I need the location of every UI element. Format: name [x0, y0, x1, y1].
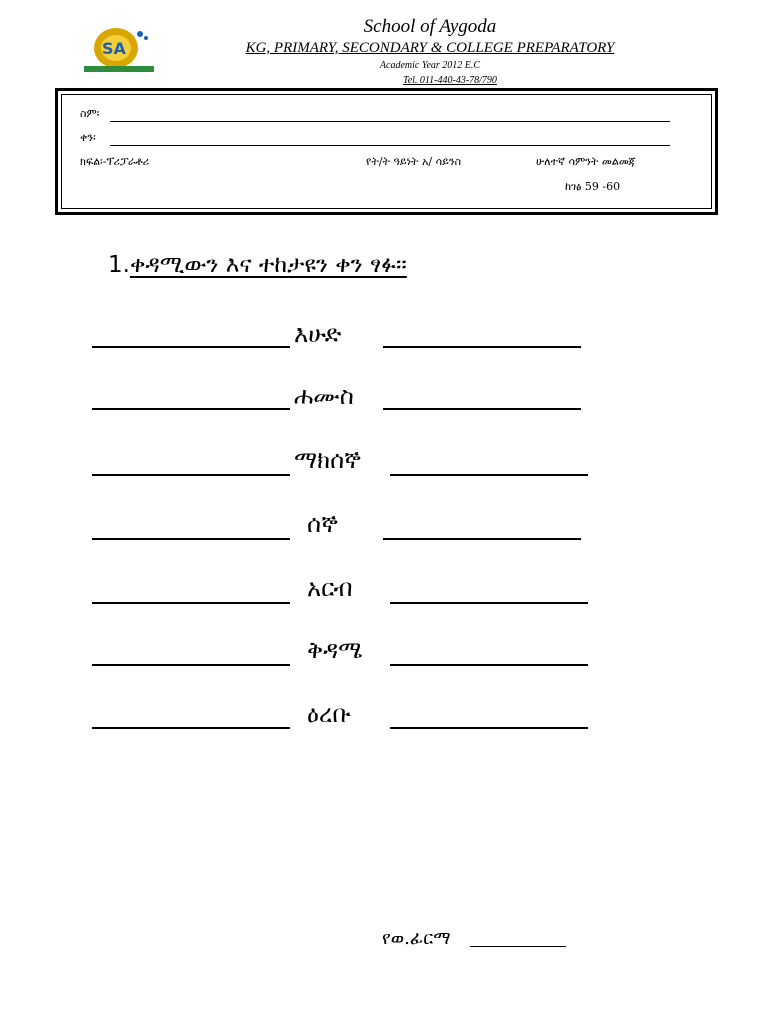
previous-day-blank[interactable] [92, 602, 290, 604]
day-row [0, 510, 768, 550]
previous-day-blank[interactable] [92, 664, 290, 666]
school-levels: KG, PRIMARY, SECONDARY & COLLEGE PREPARATORY [245, 40, 615, 56]
previous-day-blank[interactable] [92, 346, 290, 348]
next-day-blank[interactable] [390, 474, 588, 476]
previous-day-blank[interactable] [92, 474, 290, 476]
day-row [0, 636, 768, 676]
student-info-box [55, 88, 718, 215]
school-name: School of Aygoda [363, 16, 497, 37]
page-reference: ከገፅ 59 -60 [565, 180, 621, 193]
previous-day-blank[interactable] [92, 408, 290, 410]
school-logo [80, 24, 160, 80]
week-exercise-label: ሁለተኛ ሳምንት መልመጃ [536, 155, 636, 168]
next-day-blank[interactable] [390, 664, 588, 666]
svg-text:SA: SA [102, 39, 126, 58]
day-label: ሰኞ [307, 510, 338, 538]
name-field[interactable] [110, 121, 670, 122]
day-label: ሐሙስ [294, 382, 354, 410]
previous-day-blank[interactable] [92, 727, 290, 729]
day-label: አርብ [307, 574, 353, 602]
next-day-blank[interactable] [383, 408, 581, 410]
day-row [0, 320, 768, 360]
grade-label: ክፍል፡-ፕሪፓራቶሪ [80, 155, 150, 168]
next-day-blank[interactable] [383, 346, 581, 348]
day-row [0, 446, 768, 486]
academic-year: Academic Year 2012 E.C [379, 60, 481, 71]
date-field[interactable] [110, 145, 670, 146]
day-row [0, 700, 768, 740]
date-label: ቀን፡ [80, 131, 96, 144]
day-label: ቅዳሜ [307, 636, 363, 664]
question-text: ቀዳሚውን እና ተከታዩን ቀን ፃፉ፡፡ [129, 252, 407, 278]
day-row [0, 382, 768, 422]
question-number: 1. [108, 252, 130, 278]
next-day-blank[interactable] [383, 538, 581, 540]
question-title [108, 252, 407, 278]
day-label: ዕረቡ [307, 700, 351, 728]
signature-field[interactable] [470, 946, 566, 947]
day-label: እሁድ [294, 320, 342, 348]
next-day-blank[interactable] [390, 727, 588, 729]
previous-day-blank[interactable] [92, 538, 290, 540]
school-telephone: Tel. 011-440-43-78/790 [403, 75, 497, 86]
signature-label: የወ.ፊርማ [382, 928, 451, 949]
day-label: ማክሰኞ [294, 446, 361, 474]
subject-label: የት/ት ዓይነት አ/ ሳይንስ [366, 155, 462, 168]
name-label: ስም፡ [80, 107, 100, 120]
day-row [0, 574, 768, 614]
next-day-blank[interactable] [390, 602, 588, 604]
